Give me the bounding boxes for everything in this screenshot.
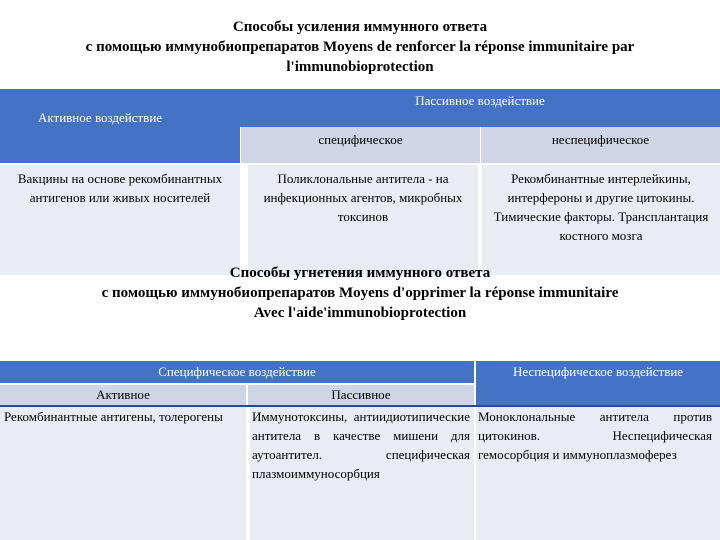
section2-header-nonspecific: [476, 361, 720, 407]
section2-title-line3: Avec l'aide'immunobioprotection: [253, 305, 467, 321]
section2-sub-passive: [248, 385, 474, 405]
section1-sub-specific: [240, 127, 480, 163]
section2-title: [0, 263, 720, 323]
section2-sub-passive-label: Пассивное: [331, 387, 391, 402]
section1-cell-specific-text: Поликлональные антитела - на инфекционных агентов, микробных токсинов: [263, 171, 463, 224]
section2-cell-passive-text: Иммунотоксины, антиидиотипические антитела в качестве мишени для аутоантител. специфическая плазмоиммуносорбция: [252, 409, 470, 481]
section1-title-line1: Способы усиления иммунного ответа: [232, 19, 488, 35]
section2-sub-active-label: Активное: [96, 387, 150, 402]
section2-title-line2: с помощью иммунобиопрепаратов Moyens d'opprimer la réponse immunitaire: [101, 285, 619, 301]
section2-header-specific-label: Специфическое воздействие: [158, 364, 316, 379]
section2-cell-nonspecific-text: Моноклональные антитела против цитокинов. Неспецифическая гемосорбция и иммуноплазмоферез: [478, 409, 712, 462]
section1-sub-specific-label: специфическое: [318, 132, 403, 147]
section1-title-line2: с помощью иммунобиопрепаратов Moyens de renforcer la réponse immunitaire par: [85, 39, 635, 55]
section1-cell-specific: [248, 165, 478, 275]
section1-sub-nonspecific-label: неспецифическое: [551, 132, 650, 147]
section2-cell-passive: [250, 407, 474, 540]
section2-title-line1: Способы угнетения иммунного ответа: [229, 265, 491, 281]
section1-header-active-label: Активное воздействие: [38, 110, 163, 125]
section2-header-specific: [0, 361, 474, 383]
section1-cell-nonspecific-text: Рекомбинантные интерлейкины, интерфероны и другие цитокины. Тимические факторы. Трансплантация костного мозга: [493, 171, 709, 243]
section2-cell-nonspecific: [476, 407, 720, 540]
section2-cell-active-text: Рекомбинантные антигены, толерогены: [4, 409, 223, 424]
section1-cell-active-text: Вакцины на основе рекомбинантных антигенов или живых носителей: [17, 171, 223, 205]
section1-header-passive-label: Пассивное воздействие: [415, 93, 545, 108]
section2-cell-active: [0, 407, 246, 540]
section1-title-line3: l'immunobioprotection: [286, 59, 434, 75]
section1-sub-nonspecific: [480, 127, 720, 163]
section1-header-passive: [240, 89, 720, 127]
section1-cell-nonspecific: [482, 165, 720, 275]
section2-sub-active: [0, 385, 246, 405]
section1-cell-active: [0, 165, 240, 275]
section1-title: [0, 17, 720, 77]
section1-header-active: [0, 89, 240, 163]
section2-header-nonspecific-label: Неспецифическое воздействие: [512, 364, 684, 379]
